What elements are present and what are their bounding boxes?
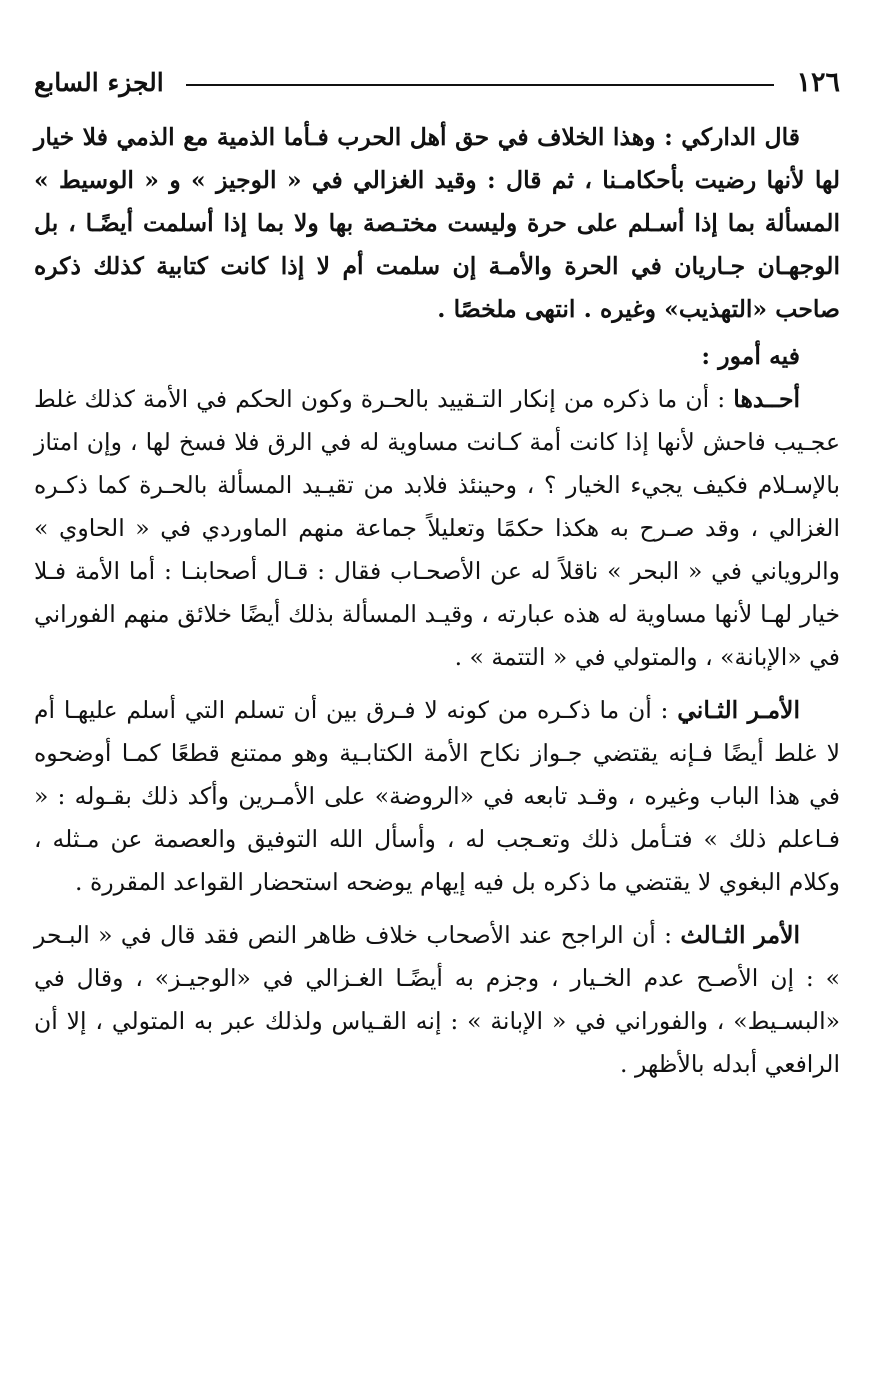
running-header [34, 60, 840, 104]
point-second-text: : أن ما ذكـره من كونه لا فـرق بين أن تسلم التي أسلم عليهـا أم لا غلط أيضًا فـإنه يقتضي جـواز نكاح الأمة الكتابـية وهو ممتنع قطعًا كمـا أوضحوه في هذا الباب وغيره ، وقـد تابعه في «الروضة» على الأمـرين وأكد ذلك بقـوله : « فـاعلم ذلك » فتـأمل ذلك وتعـجب له ، وأسأل الله التوفيق والعصمة عن مـثله ، وكلام البغوي لا يقتضي ما ذكره بل فيه إيهام يوضحه استحضار القواعد المقررة . [34, 696, 840, 896]
point-second [34, 689, 840, 904]
point-first-text: : أن ما ذكره من إنكار التـقييد بالحـرة وكون الحكم في الأمة كذلك غلط عجـيب فاحش لأنها إذا كانت أمة كـانت مساوية له في الرق فلا فسخ لها ، وإن امتاز بالإسـلام فكيف يجيء الخيار ؟ ، وحينئذ فلابد من تقيـيد المسألة بالحـرة كما ذكـره الغزالي ، وقد صـرح به هكذا حكمًا وتعليلاً جماعة منهم الماوردي في « الحاوي » والروياني في « البحر » ناقلاً له عن الأصحـاب فقال : قـال أصحابنـا : أما الأمة فـلا خيار لهـا لأنها مساوية له هذه عبارته ، وقيـد المسألة بذلك أيضًا خلائق منهم الفوراني في «الإبانة» ، والمتولي في « التتمة » . [34, 385, 840, 671]
volume-title: الجزء السابع [34, 67, 164, 97]
header-rule [186, 84, 775, 86]
point-third-label: الأمر الثـالث [680, 921, 801, 949]
point-second-label: الأمـر الثـاني [677, 696, 800, 724]
book-page [34, 60, 840, 1086]
point-third-text: : أن الراجح عند الأصحاب خلاف ظاهر النص فقد قال في « البـحر » : إن الأصـح عدم الخـيار ، وجزم به أيضًـا الغـزالي في «الوجيـز» ، وقال في «البسـيط» ، والفوراني في « الإبانة » : إنه القـياس ولذلك عبر به المتولي ، إلا أن الرافعي أبدله بالأظهر . [34, 921, 840, 1078]
page-number: ١٢٦ [796, 66, 840, 98]
body-text [34, 116, 840, 1086]
quoted-passage: قال الداركي : وهذا الخلاف في حق أهل الحرب فـأما الذمية مع الذمي فلا خيار لها لأنها رضيت بأحكامـنا ، ثم قال : وقيد الغزالي في « الوجيز » و « الوسيط » المسألة بما إذا أسـلم على حرة وليست مختـصة بها ولا بما إذا أسلمت أيضًـا ، بل الوجهـان جـاريان في الحرة والأمـة إن سلمت أم لا إذا كانت كتابية كذلك ذكره صاحب «التهذيب» وغيره . انتهى ملخصًا . [34, 123, 840, 323]
point-first [34, 378, 840, 679]
points-intro: فيه أمور : [701, 342, 800, 370]
point-third [34, 914, 840, 1086]
point-first-label: أحــدها [733, 385, 800, 413]
